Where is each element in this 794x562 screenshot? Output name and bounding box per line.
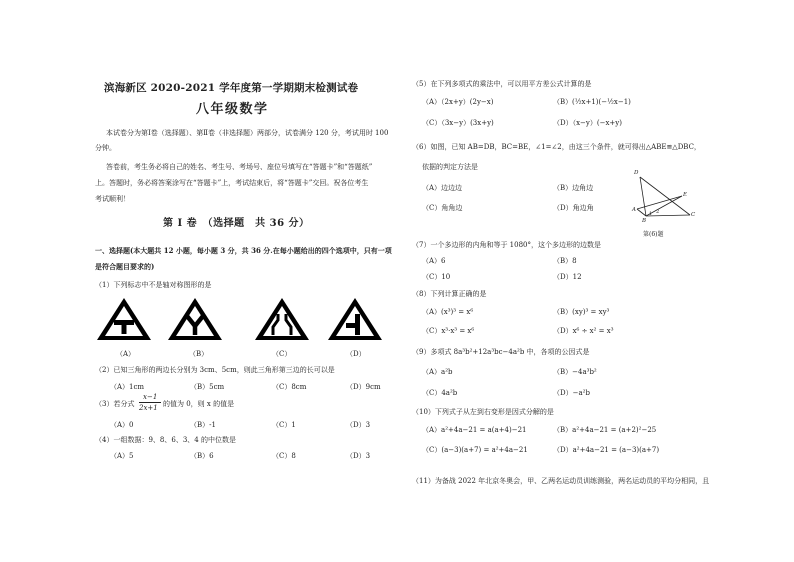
q4-option-d: （D）3	[346, 452, 371, 460]
q9-stem: （9）多项式 8a³b²+12a³bc−4a²b 中，各项的公因式是	[412, 348, 590, 356]
q3-option-b: （B）-1	[190, 421, 216, 429]
q8-option-d: （D）x⁶ ÷ x² = x³	[553, 327, 614, 335]
q3-prefix: （3）若分式	[95, 400, 135, 408]
q3-denominator: 2x+1	[139, 404, 158, 412]
q3-option-c: （C）1	[272, 421, 296, 429]
q6-option-b: （B）边角边	[553, 184, 594, 192]
q5-option-a: （A）（2x+y）(2y−x)	[422, 98, 494, 106]
q1-label-d: （D）	[346, 350, 366, 358]
q6-figure-caption: 第(6)题	[643, 231, 664, 238]
intro-line-4: 上。答题时，务必将答案涂写在“答题卡”上，考试结束后，将“答题卡”交回。祝各位考生	[95, 179, 369, 187]
q3-option-d: （D）3	[346, 421, 371, 429]
q5-option-b: （B）	[553, 98, 573, 106]
q7-option-a: （A）6	[422, 257, 446, 265]
intro-line-1: 本试卷分为第Ⅰ卷（选择题）、第Ⅱ卷（非选择题）两部分，试卷满分 120 分，考试用时 100	[106, 129, 389, 137]
intro-line-2: 分钟。	[95, 144, 116, 152]
q10-stem: （10）下列式子从左到右变形是因式分解的是	[412, 408, 554, 416]
q5-stem: （5）在下列多项式的乘法中，可以用平方差公式计算的是	[412, 80, 592, 88]
q2-stem: （2）已知三角形的两边长分别为 3cm、5cm，则此三角形第三边的长可以是	[95, 366, 335, 374]
q8-option-a: （A）(x³)³ = x⁶	[422, 308, 474, 316]
instruction-line-2: 是符合题目要求的)	[95, 262, 155, 271]
sign-y-junction-icon	[166, 296, 224, 342]
q8-option-c: （C）x³·x³ = x⁶	[422, 327, 475, 335]
q6-option-a: （A）边边边	[422, 184, 463, 192]
q6-label-angle-1: 1	[649, 211, 653, 217]
q6-label-c: C	[691, 212, 696, 218]
q8-stem: （8）下列计算正确的是	[412, 290, 487, 298]
q6-label-a: A	[632, 207, 636, 213]
q4-option-a: （A）5	[110, 452, 134, 460]
q8-option-b: （B）(xy)³ = xy³	[553, 308, 610, 316]
intro-line-3: 答卷前，考生务必将自己的姓名、考生号、考场号、座位号填写在“答题卡”和“答题纸”	[106, 163, 373, 171]
q6-label-b: B	[642, 218, 647, 224]
sign-road-narrows-icon	[253, 296, 311, 342]
q9-option-a: （A）a²b	[422, 368, 453, 376]
q4-stem: （4）一组数据：9、8、6、3、4 的中位数是	[95, 436, 236, 444]
q1-label-b: （B）	[189, 350, 209, 358]
q9-option-c: （C）4a²b	[422, 389, 458, 397]
section-title: 第 I 卷 （选择题 共 36 分）	[163, 218, 310, 229]
q5-option-d: （D）（x−y）(−x+y)	[553, 119, 622, 127]
instruction-line-1: 一、选择题(本大题共 12 小题，每小题 3 分，共 36 分.在每小题给出的四个选项中，只有一项	[95, 246, 392, 255]
q1-label-c: （C）	[272, 350, 292, 358]
q10-option-c: （C）(a−3)(a+7) = a²+4a−21	[422, 446, 528, 454]
intro-line-5: 考试顺利！	[95, 195, 130, 203]
q11-stem: （11）为备战 2022 年北京冬奥会，甲、乙两名运动员训练测验，两名运动员的平均分相同，且	[412, 477, 710, 485]
q2-option-d: （D）9cm	[346, 383, 381, 391]
exam-subtitle: 八年级数学	[196, 102, 269, 117]
q7-option-d: （D）12	[553, 273, 582, 281]
q3-suffix: 的值为 0，则 x 的值是	[163, 400, 235, 408]
q3-option-a: （A）0	[110, 421, 134, 429]
q5-option-c: （C）（3x−y）(3x+y)	[422, 119, 494, 127]
q6-label-d: D	[634, 170, 639, 176]
q6-triangle-figure	[626, 170, 700, 228]
q9-option-b: （B）−4a³b²	[553, 368, 597, 376]
q10-option-d: （D）a²+4a−21 = (a−3)(a+7)	[553, 446, 660, 454]
q1-stem: （1）下列标志中不是轴对称图形的是	[95, 281, 212, 289]
q4-option-c: （C）8	[272, 452, 296, 460]
q4-option-b: （B）6	[190, 452, 214, 460]
q5-option-b-expression: (½x+1)(−½x−1)	[572, 98, 631, 106]
q3-fraction-bar	[139, 402, 161, 403]
q6-label-e: E	[683, 192, 688, 198]
q6-option-c: （C）角角边	[422, 204, 463, 212]
q7-stem: （7）一个多边形的内角和等于 1080°，这个多边形的边数是	[412, 241, 601, 249]
q1-label-a: （A）	[116, 350, 136, 358]
exam-title: 滨海新区 2020-2021 学年度第一学期期末检测试卷	[104, 82, 359, 94]
q6-stem: （6）如图，已知 AB=DB，BC=BE，∠1=∠2，由这三个条件，就可得出△ABE≌△DBC，	[412, 143, 701, 151]
q6-label-angle-2: 2	[656, 209, 660, 215]
q6-option-d: （D）角边角	[553, 204, 594, 212]
q9-option-d: （D）−a²b	[553, 389, 590, 397]
q2-option-a: （A）1cm	[110, 383, 145, 391]
q7-option-b: （B）8	[553, 257, 577, 265]
sign-side-road-icon	[326, 296, 384, 342]
q3-numerator: x−1	[143, 393, 158, 401]
q10-option-a: （A）a²+4a−21 = a(a+4)−21	[422, 426, 527, 434]
q2-option-b: （B）5cm	[190, 383, 225, 391]
q2-option-c: （C）8cm	[272, 383, 307, 391]
sign-t-junction-icon	[95, 296, 153, 342]
q10-option-b: （B）a²+4a−21 = (a+2)²−25	[553, 426, 657, 434]
q7-option-c: （C）10	[422, 273, 451, 281]
q6-stem-2: 依据的判定方法是	[422, 163, 478, 171]
